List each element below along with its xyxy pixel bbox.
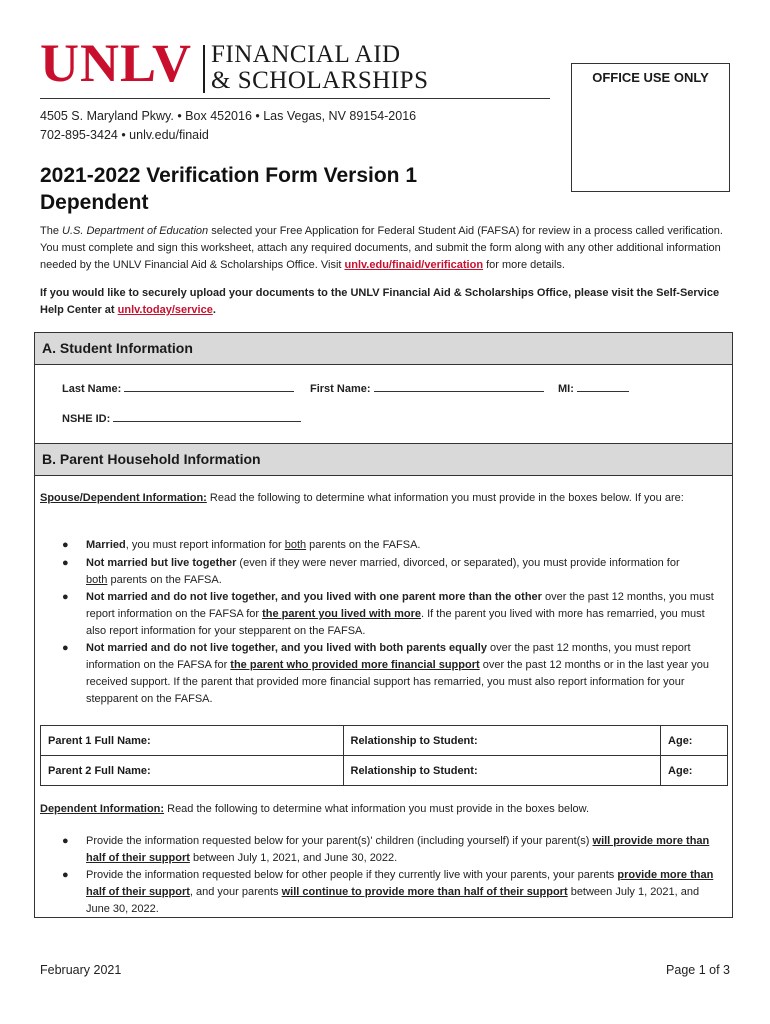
table-row [41,726,728,756]
logo-department-name [211,42,428,94]
last-name-field[interactable] [62,381,294,395]
parent-1-name-cell[interactable]: Parent 1 Full Name: [41,726,344,756]
dependent-info-paragraph [40,801,730,818]
bullet-dot: ● [62,642,69,654]
parent-table [40,725,728,786]
dependent-info-label: Dependent Information: [40,803,165,815]
page-number: Page 1 of 3 [666,963,730,977]
header-rule [40,98,550,99]
spouse-info-label: Spouse/Dependent Information: [40,492,207,504]
intro-text-c: for more details. [483,259,565,271]
footer-date: February 2021 [40,963,122,977]
mi-field[interactable] [558,381,629,395]
last-name-label: Last Name: [62,383,122,395]
parent-2-relationship-cell[interactable]: Relationship to Student: [343,756,661,786]
upload-text-end: . [212,304,216,316]
mi-label: MI: [558,383,574,395]
section-b-heading: B. Parent Household Information [35,444,732,476]
service-link[interactable]: unlv.today/service [117,304,213,316]
section-a-heading: A. Student Information [35,333,732,365]
upload-text: If you would like to securely upload your documents to the UNLV Financial Aid & Scholarships Office, please visit the Self-Service Help Center at [40,287,720,316]
first-name-label: First Name: [310,383,371,395]
intro-text-a: The [40,225,63,237]
office-use-label: OFFICE USE ONLY [592,70,709,85]
last-name-line[interactable] [124,381,294,392]
page-title [40,162,417,216]
dependent-info-text: Read the following to determine what information you must provide in the boxes below. [164,803,590,815]
parent-2-name-cell[interactable]: Parent 2 Full Name: [41,756,344,786]
first-name-line[interactable] [374,381,544,392]
bullet-dot: ● [62,835,69,847]
intro-em: U.S. Department of Education [62,225,209,237]
intro-paragraph [40,223,730,274]
spouse-info-paragraph [40,490,730,507]
logo-line-1: FINANCIAL AID [211,41,401,68]
parent-1-relationship-cell[interactable]: Relationship to Student: [343,726,661,756]
first-name-field[interactable] [310,381,544,395]
mi-line[interactable] [577,381,629,392]
title-line-1: 2021-2022 Verification Form Version 1 [40,164,418,187]
title-line-2: Dependent [40,191,149,214]
bullet-dot: ● [62,869,69,881]
table-row [41,756,728,786]
verification-link[interactable]: unlv.edu/finaid/verification [344,259,484,271]
address-line: 4505 S. Maryland Pkwy. • Box 452016 • Las Vegas, NV 89154-2016 [40,109,417,123]
upload-paragraph [40,285,730,319]
nshe-id-field[interactable] [62,411,301,425]
nshe-id-line[interactable] [113,411,301,422]
intro-text-b: selected your Free Application for Federal Student Aid (FAFSA) for review in a process called verification. You must complete and sign this worksheet, attach any required documents, and submit the form along with any other additional information needed by the UNLV Financial Aid & Scholarships Office. Visit [40,225,723,271]
nshe-id-label: NSHE ID: [62,413,111,425]
spouse-info-text: Read the following to determine what information you must provide in the boxes below. If you are: [206,492,684,504]
bullet-dot: ● [62,557,69,569]
parent-2-age-cell[interactable]: Age: [661,756,728,786]
contact-line: 702-895-3424 • unlv.edu/finaid [40,128,209,142]
bullet-dot: ● [62,539,69,551]
section-student-information [34,332,733,444]
bullet-dot: ● [62,591,69,603]
office-use-box [571,63,730,192]
logo-divider [203,45,205,93]
parent-1-age-cell[interactable]: Age: [661,726,728,756]
unlv-logo: UNLV [40,33,193,93]
logo-line-2: & SCHOLARSHIPS [211,67,429,94]
